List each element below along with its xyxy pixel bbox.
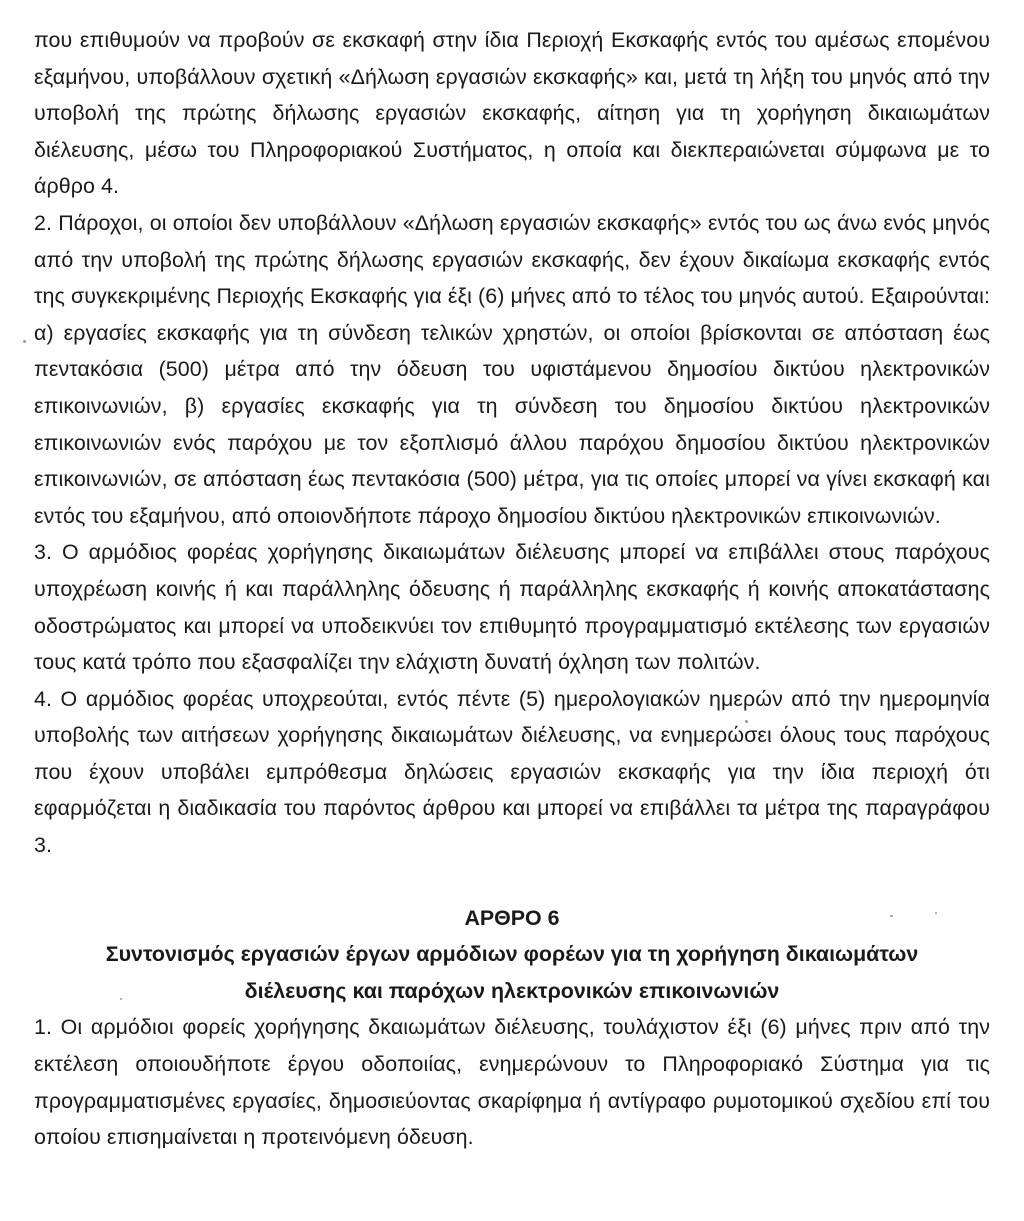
article-title-line-2: διέλευσης και παρόχων ηλεκτρονικών επικοινωνιών [244, 978, 780, 1003]
paragraph-continuation: που επιθυμούν να προβούν σε εκσκαφή στην ίδια Περιοχή Εκσκαφής εντός του αμέσως επομένου εξαμήνου, υποβάλλουν σχετική «Δήλωση εργασιών εκσκαφής» και, μετά τη λήξη του μηνός από την υποβολή της πρώτης δήλωσης εργασιών εκσκαφής, αίτηση για τη χορήγηση δικαιωμάτων διέλευσης, μέσω του Πληροφοριακού Συστήματος, η οποία και διεκπεραιώνεται σύμφωνα με το άρθρο 4. [34, 28, 990, 199]
paragraph-4: 4. Ο αρμόδιος φορέας υποχρεούται, εντός πέντε (5) ημερολογιακών ημερών από την ημερομηνία υποβολής των αιτήσεων χορήγησης δικαιωμάτων διέλευσης, να ενημερώσει όλους τους παρόχους που έχουν υποβάλει εμπρόθεσμα δηλώσεις εργασιών εκσκαφής για την ίδια περιοχή ότι εφαρμόζεται η διαδικασία του παρόντος άρθρου και μπορεί να επιβάλλει τα μέτρα της παραγράφου 3. [34, 686, 990, 858]
scan-speck [120, 998, 122, 1000]
paragraph-3: 3. Ο αρμόδιος φορέας χορήγησης δικαιωμάτων διέλευσης μπορεί να επιβάλλει στους παρόχους υποχρέωση κοινής ή και παράλληλης όδευσης ή παράλληλης εκσκαφής ή κοινής αποκατάστασης οδοστρώματος και μπορεί να υποδεικνύει τον επιθυμητό προγραμματισμό εκτέλεσης των εργασιών τους κατά τρόπο που εξασφαλίζει την ελάχιστη δυνατή όχληση των πολιτών. [34, 540, 990, 675]
scan-speck [935, 912, 937, 914]
scan-speck [745, 720, 748, 723]
article-6-paragraph-1: 1. Οι αρμόδιοι φορείς χορήγησης δκαιωμάτων διέλευσης, τουλάχιστον έξι (6) μήνες πριν από την εκτέλεση οποιουδήποτε έργου οδοποιίας, ενημερώνουν το Πληροφοριακό Σύστημα για τις προγραμματισμένες εργασίες, δημοσιεύοντας σκαρίφημα ή αντίγραφο ρυμοτομικού σχεδίου επί του οποίου επισημαίνεται η προτεινόμενη όδευση. [34, 1015, 990, 1150]
scan-speck [23, 340, 26, 343]
paragraph-2: 2. Πάροχοι, οι οποίοι δεν υποβάλλουν «Δήλωση εργασιών εκσκαφής» εντός του ως άνω ενός μηνός από την υποβολή της πρώτης δήλωσης εργασιών εκσκαφής, δεν έχουν δικαίωμα εκσκαφής εντός της συγκεκριμένης Περιοχής Εκσκαφής για έξι (6) μήνες από το τέλος του μηνός αυτού. Εξαιρούνται: α) εργασίες εκσκαφής για τη σύνδεση τελικών χρηστών, οι οποίοι βρίσκονται σε απόσταση έως πεντακόσια (500) μέτρα από την όδευση του υφιστάμενου δημοσίου δικτύου ηλεκτρονικών επικοινωνιών, β) εργασίες εκσκαφής για τη σύνδεση του δημοσίου δικτύου ηλεκτρονικών επικοινωνιών ενός παρόχου με τον εξοπλισμό άλλου παρόχου δημοσίου δικτύου ηλεκτρονικών επικοινωνιών, σε απόσταση έως πεντακόσια (500) μέτρα, για τις οποίες μπορεί να γίνει εκσκαφή και εντός του εξαμήνου, από οποιονδήποτε πάροχο δημοσίου δικτύου ηλεκτρονικών επικοινωνιών. [34, 210, 990, 528]
article-number: ΑΡΘΡΟ 6 [464, 905, 560, 930]
article-title-line-1: Συντονισμός εργασιών έργων αρμόδιων φορέων για τη χορήγηση δικαιωμάτων [105, 942, 919, 967]
document-page [34, 22, 990, 1156]
scan-speck [890, 915, 893, 917]
